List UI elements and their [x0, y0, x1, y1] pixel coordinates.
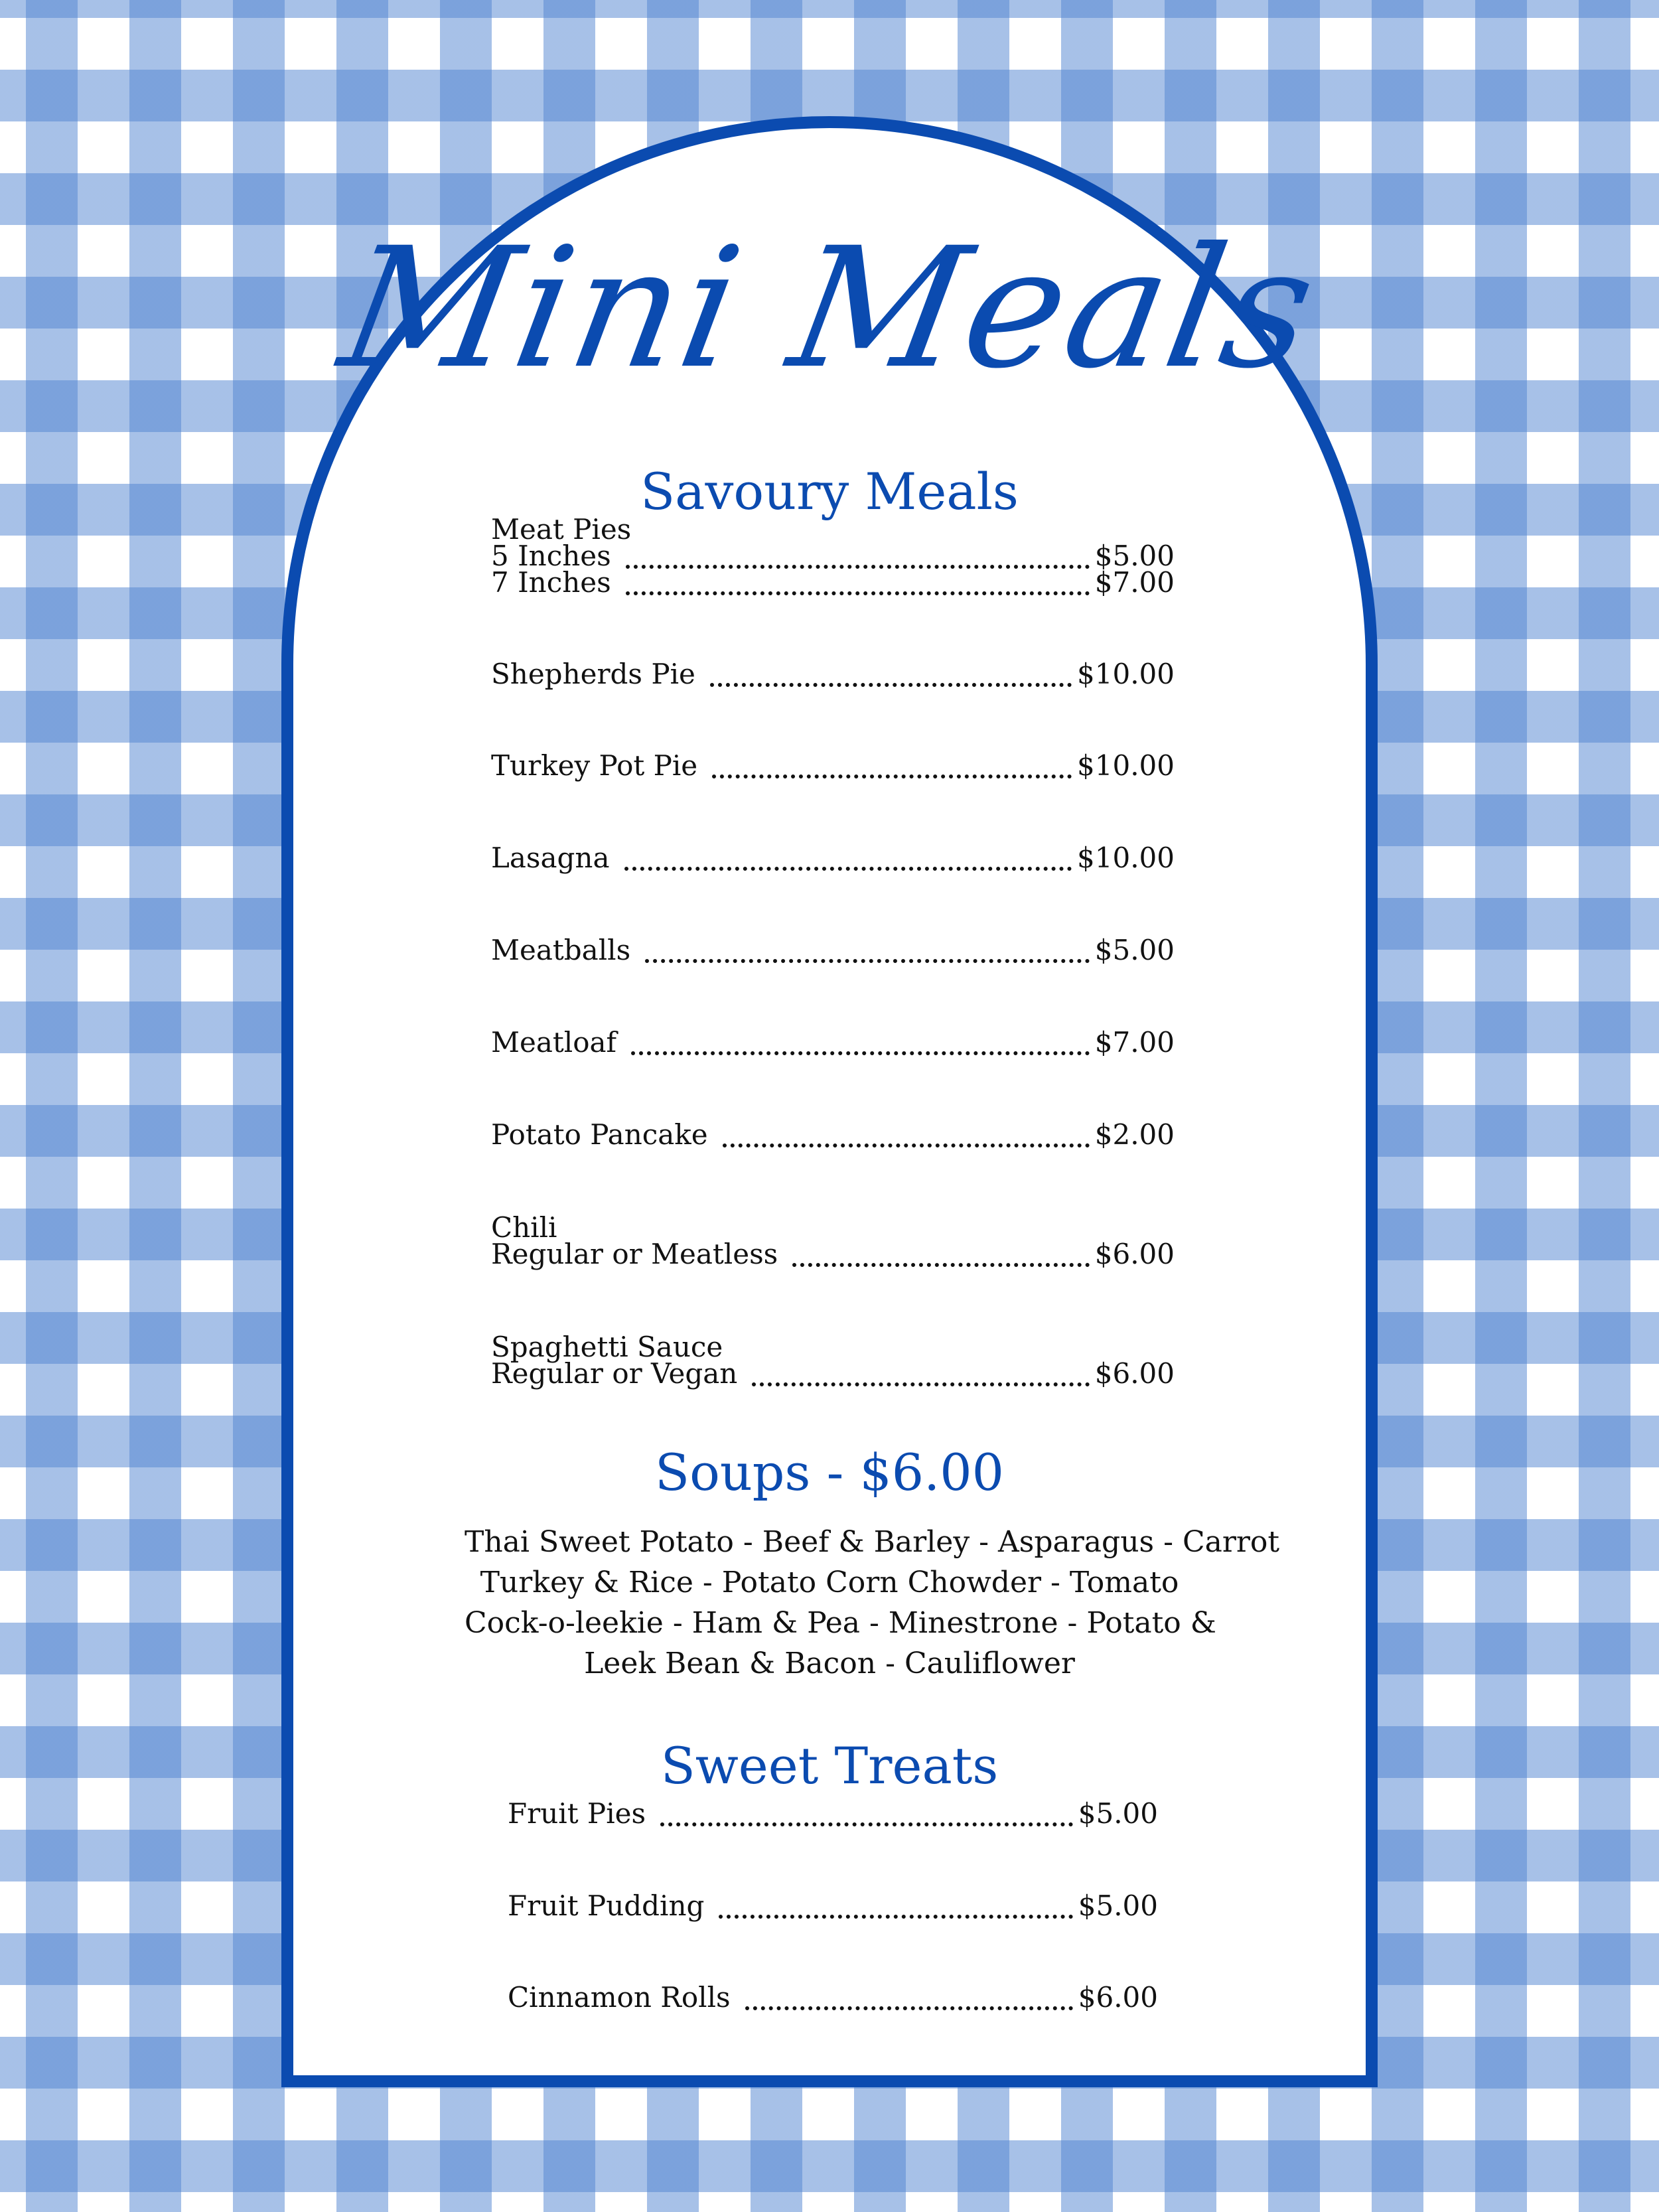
menu-item-potato-pancake: [491, 1118, 1175, 1151]
menu-item-cinnamon-rolls: [508, 1981, 1158, 2014]
item-price: $7.00: [1094, 566, 1175, 599]
item-name: 5 Inches: [491, 540, 611, 572]
dotted-leader: [745, 2006, 1073, 2010]
item-price: $6.00: [1078, 1981, 1158, 2014]
menu-item-meat-pies-7: [491, 566, 1175, 599]
item-note: Regular or Vegan: [491, 1357, 738, 1390]
dotted-leader: [792, 1263, 1090, 1267]
item-name: Cinnamon Rolls: [508, 1981, 731, 2014]
item-price: $6.00: [1094, 1357, 1175, 1390]
item-price: $7.00: [1094, 1026, 1175, 1059]
menu-item-lasagna: [491, 844, 1175, 872]
item-name: Meatloaf: [491, 1026, 617, 1059]
dotted-leader: [719, 1915, 1072, 1919]
soups-line: Leek Bean & Bacon - Cauliflower: [584, 1647, 1075, 1680]
item-price: $5.00: [1078, 1797, 1158, 1830]
sweet-heading: Sweet Treats: [660, 1736, 999, 1795]
item-price: $6.00: [1094, 1238, 1175, 1270]
item-note: Regular or Meatless: [491, 1238, 778, 1270]
menu-item-fruit-pies: [508, 1797, 1158, 1830]
menu-item-turkey-pot-pie: [491, 749, 1175, 782]
item-name: Meatballs: [491, 934, 631, 966]
item-name: Turkey Pot Pie: [491, 749, 698, 782]
item-price: $10.00: [1077, 842, 1175, 874]
item-name: Shepherds Pie: [491, 658, 695, 690]
soups-list: [465, 1522, 1280, 1684]
spaghetti-sauce-name: Spaghetti Sauce: [491, 1331, 723, 1363]
menu-item-spaghetti-sauce: [491, 1357, 1175, 1390]
dotted-leader: [626, 591, 1090, 595]
page-title: Mini Meals: [328, 212, 1331, 405]
item-name: Potato Pancake: [491, 1118, 708, 1151]
dotted-leader: [660, 1822, 1073, 1826]
chili-name: Chili: [491, 1211, 557, 1244]
dotted-leader: [723, 1143, 1090, 1147]
menu-item-meatloaf: [491, 1026, 1175, 1059]
soups-heading: Soups - $6.00: [655, 1443, 1004, 1502]
dotted-leader: [752, 1382, 1089, 1386]
dotted-leader: [645, 959, 1090, 963]
menu-item-meatballs: [491, 936, 1175, 964]
dotted-leader: [712, 774, 1072, 778]
meat-pies-name: Meat Pies: [491, 513, 632, 546]
item-price: $5.00: [1094, 934, 1175, 966]
menu-item-chili: [491, 1240, 1175, 1268]
dotted-leader: [631, 1051, 1090, 1055]
item-price: $5.00: [1094, 540, 1175, 572]
menu-item-shepherds-pie: [491, 660, 1175, 688]
dotted-leader: [624, 867, 1072, 871]
dotted-leader: [710, 683, 1072, 687]
item-name: Fruit Pies: [508, 1797, 646, 1830]
soups-line: Thai Sweet Potato - Beef & Barley - Asparagus - Carrot: [465, 1525, 1280, 1559]
item-name: Lasagna: [491, 842, 610, 874]
item-price: $10.00: [1077, 749, 1175, 782]
soups-line: Cock-o-leekie - Ham & Pea - Minestrone - Potato &: [465, 1606, 1216, 1640]
item-price: $5.00: [1078, 1889, 1158, 1922]
item-price: $2.00: [1094, 1118, 1175, 1151]
item-name: 7 Inches: [491, 566, 611, 599]
soups-line: Turkey & Rice - Potato Corn Chowder - Tomato: [480, 1566, 1179, 1599]
item-price: $10.00: [1077, 658, 1175, 690]
item-name: Fruit Pudding: [508, 1889, 705, 1922]
menu-item-fruit-pudding: [508, 1889, 1158, 1922]
savoury-heading: Savoury Meals: [640, 462, 1019, 521]
